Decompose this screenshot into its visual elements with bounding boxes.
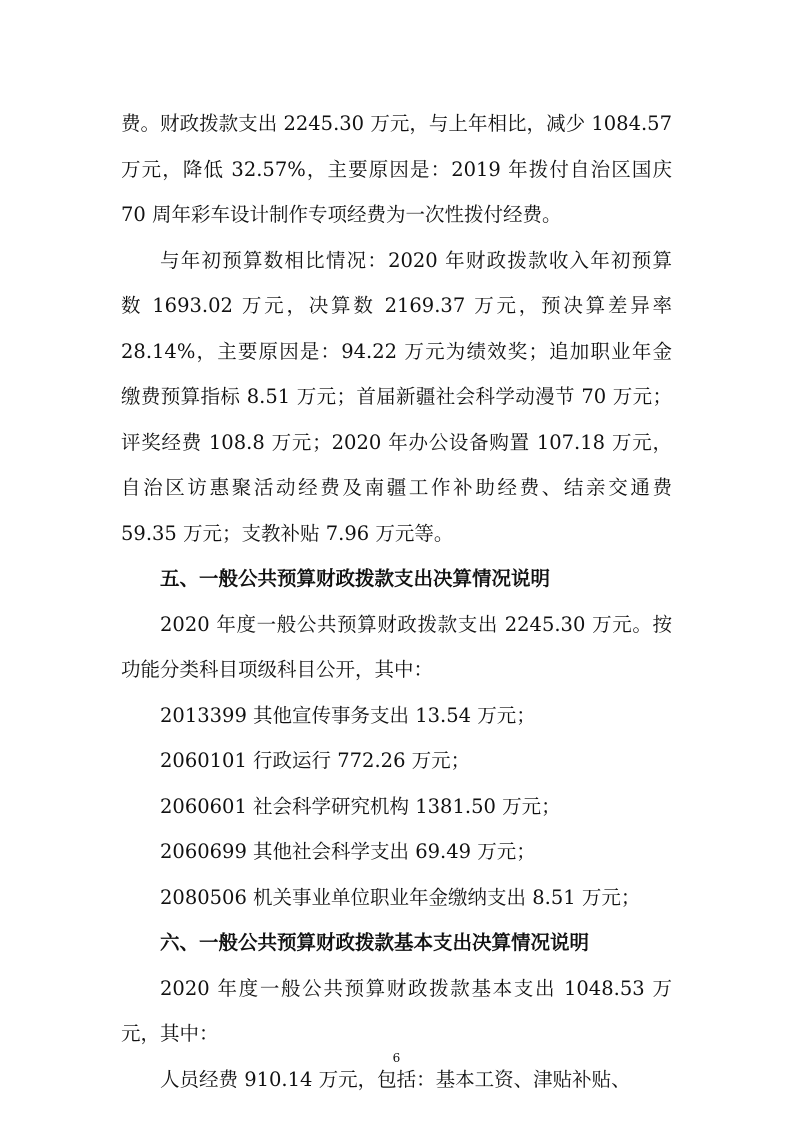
paragraph-line: 2020 年度一般公共预算财政拨款支出 2245.30 万元。按 (160, 612, 672, 636)
paragraph-line: 缴费预算指标 8.51 万元；首届新疆社会科学动漫节 70 万元； (121, 385, 672, 408)
paragraph-line: 费。财政拨款支出 2245.30 万元，与上年相比，减少 1084.57 (121, 112, 672, 135)
list-item: 2060101 行政运行 772.26 万元； (160, 749, 471, 772)
page-number: 6 (392, 1051, 401, 1065)
list-item: 2060601 社会科学研究机构 1381.50 万元； (160, 794, 561, 818)
section-heading: 六、一般公共预算财政拨款基本支出决算情况说明 (160, 931, 590, 954)
paragraph-line: 数 1693.02 万元，决算数 2169.37 万元，预决算差异率 (121, 294, 672, 317)
paragraph-line: 自治区访惠聚活动经费及南疆工作补助经费、结亲交通费 (121, 476, 672, 499)
paragraph-line: 万元，降低 32.57%，主要原因是：2019 年拨付自治区国庆 (121, 157, 672, 181)
paragraph-line: 元，其中： (121, 1022, 219, 1045)
list-item: 2060699 其他社会科学支出 69.49 万元； (160, 840, 536, 863)
paragraph-line: 与年初预算数相比情况：2020 年财政拨款收入年初预算 (160, 248, 672, 272)
list-item: 2013399 其他宣传事务支出 13.54 万元； (160, 703, 536, 727)
list-item: 2080506 机关事业单位职业年金缴纳支出 8.51 万元； (160, 885, 641, 909)
paragraph-line: 功能分类科目项级科目公开，其中： (121, 658, 434, 681)
paragraph-line: 59.35 万元；支教补贴 7.96 万元等。 (121, 521, 454, 545)
paragraph-line: 70 周年彩车设计制作专项经费为一次性拨付经费。 (121, 203, 562, 226)
paragraph-line: 评奖经费 108.8 万元；2020 年办公设备购置 107.18 万元， (121, 430, 672, 454)
section-heading: 五、一般公共预算财政拨款支出决算情况说明 (160, 567, 551, 590)
paragraph-line: 28.14%，主要原因是：94.22 万元为绩效奖；追加职业年金 (121, 339, 672, 363)
paragraph-line: 2020 年度一般公共预算财政拨款基本支出 1048.53 万 (160, 976, 672, 1000)
paragraph-line: 人员经费 910.14 万元，包括：基本工资、津贴补贴、 (160, 1067, 631, 1091)
